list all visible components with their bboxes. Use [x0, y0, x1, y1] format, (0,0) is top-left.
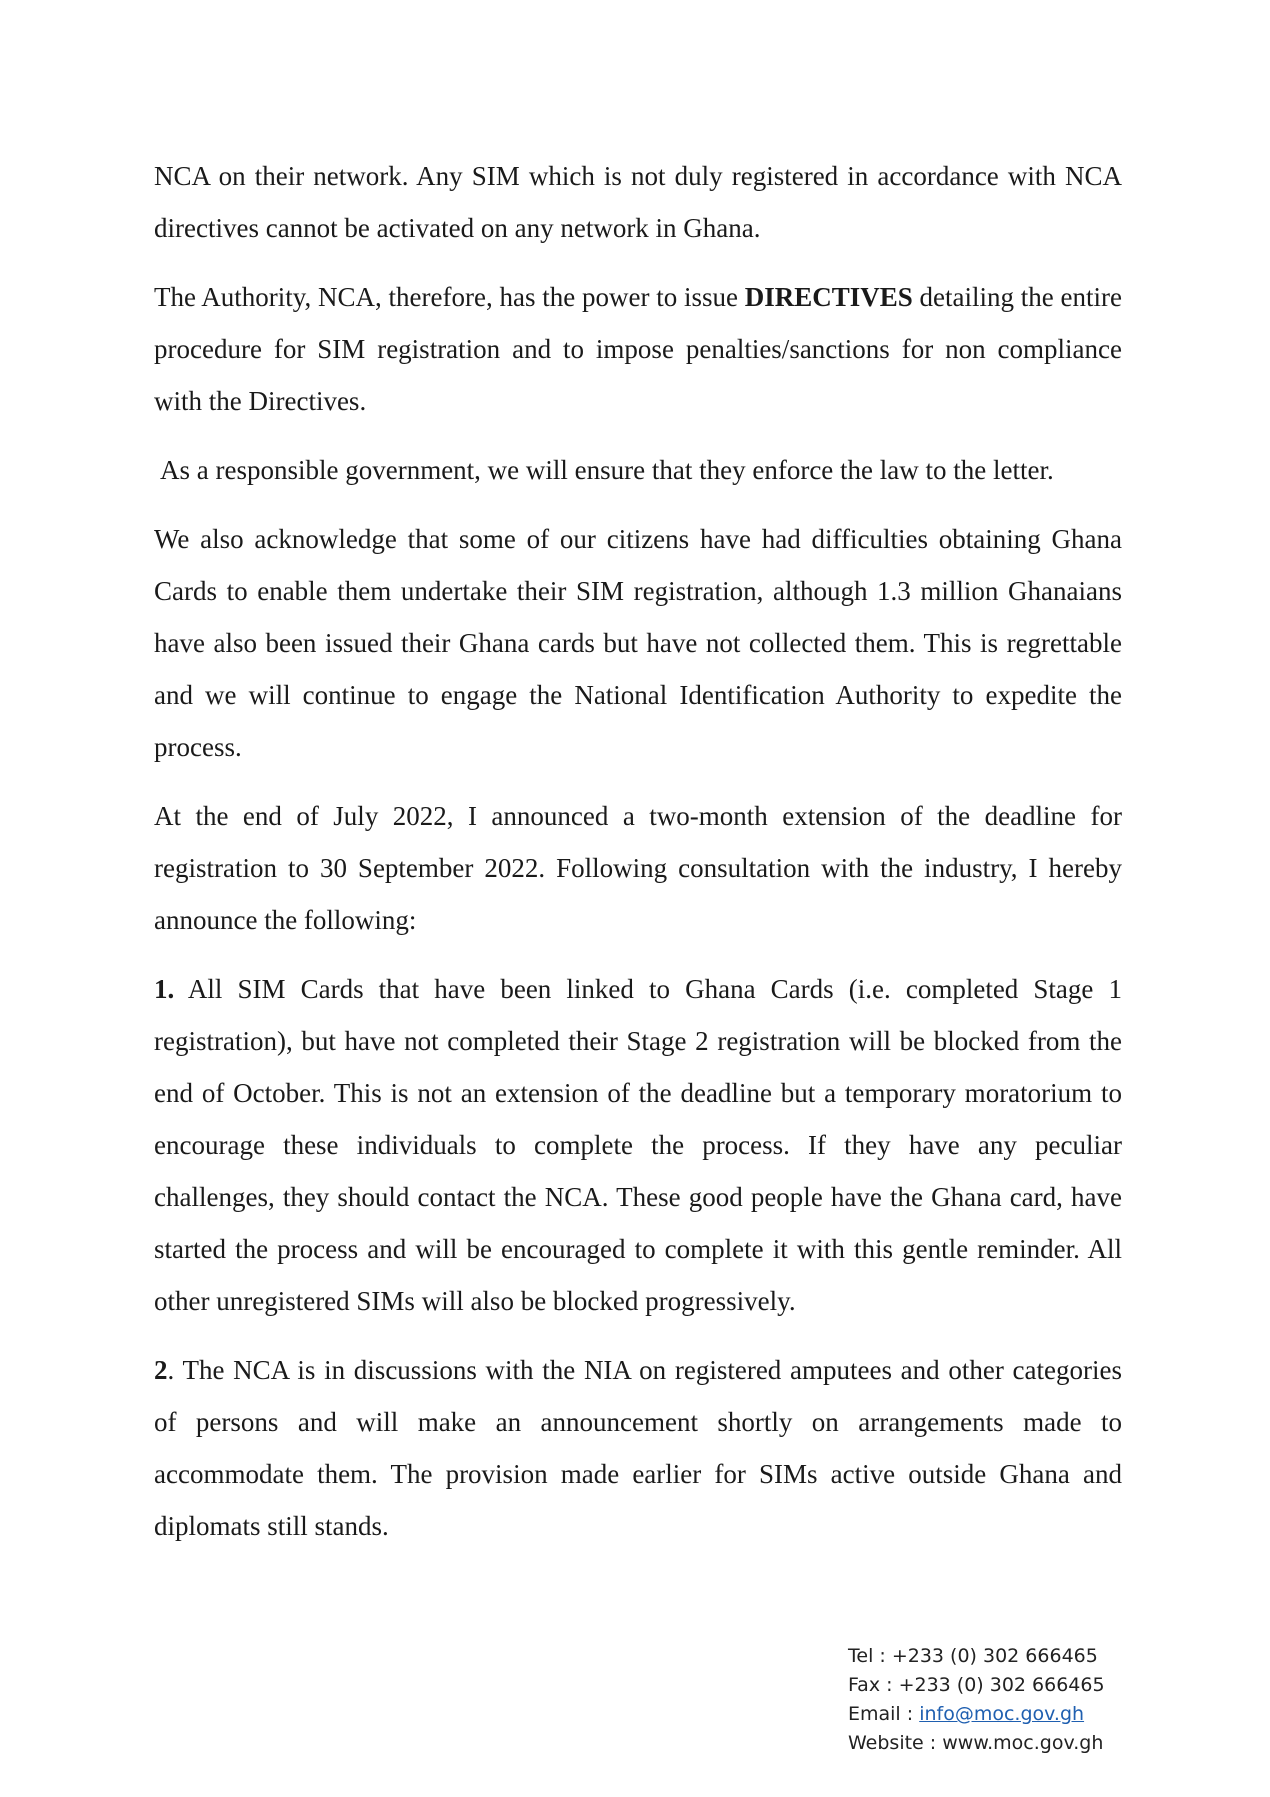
- website-label: Website :: [848, 1732, 943, 1754]
- numbered-item-1: [154, 963, 1122, 1327]
- paragraph-text: All SIM Cards that have been linked to Ghana Cards (i.e. completed Stage 1 registration), but have not completed their Stage 2 registration will be blocked from the end of October. This is not an extension of the deadline but a temporary moratorium to encourage these individuals to complete the process. If they have any peculiar challenges, they should contact the NCA. These good people have the Ghana card, have started the process and will be encouraged to complete it with this gentle reminder. All other unregistered SIMs will also be blocked progressively.: [154, 974, 1122, 1316]
- letter-body: [154, 150, 1122, 1569]
- paragraph-4: [154, 513, 1122, 773]
- paragraph-text: The Authority, NCA, therefore, has the power to issue: [154, 282, 745, 312]
- email-label: Email :: [848, 1703, 920, 1725]
- item-number: 1.: [154, 974, 175, 1004]
- paragraph-text: We also acknowledge that some of our citizens have had difficulties obtaining Ghana Cards to enable them undertake their SIM registration, although 1.3 million Ghanaians have also been issued their Ghana cards but have not collected them. This is regrettable and we will continue to engage the National Identification Authority to expedite the process.: [154, 524, 1122, 762]
- tel-value: +233 (0) 302 666465: [891, 1645, 1098, 1667]
- contact-tel: [848, 1642, 1105, 1671]
- paragraph-text: At the end of July 2022, I announced a two-month extension of the deadline for registration to 30 September 2022. Following consultation with the industry, I hereby announce the following:: [154, 801, 1122, 935]
- tel-label: Tel :: [848, 1645, 892, 1667]
- fax-label: Fax :: [848, 1674, 899, 1696]
- numbered-item-2: [154, 1344, 1122, 1552]
- website-value: www.moc.gov.gh: [942, 1732, 1104, 1754]
- email-link[interactable]: info@moc.gov.gh: [919, 1703, 1085, 1725]
- contact-email: [848, 1700, 1105, 1729]
- item-number: 2: [154, 1355, 168, 1385]
- paragraph-5: [154, 790, 1122, 946]
- directives-emphasis: DIRECTIVES: [744, 282, 913, 312]
- fax-value: +233 (0) 302 666465: [898, 1674, 1105, 1696]
- paragraph-text: . The NCA is in discussions with the NIA on registered amputees and other categories of persons and will make an announcement shortly on arrangements made to accommodate them. The provision made earlier for SIMs active outside Ghana and diplomats still stands.: [154, 1355, 1122, 1541]
- contact-fax: [848, 1671, 1105, 1700]
- paragraph-text: detailing the entire procedure for SIM registration and to impose penalties/sanctions for non compliance with the Directives.: [154, 282, 1122, 416]
- contact-website: [848, 1729, 1105, 1758]
- paragraph-text: NCA on their network. Any SIM which is not duly registered in accordance with NCA directives cannot be activated on any network in Ghana.: [154, 161, 1122, 243]
- paragraph-text: As a responsible government, we will ensure that they enforce the law to the letter.: [160, 455, 1054, 485]
- contact-block: [848, 1642, 1105, 1758]
- paragraph-3: [154, 444, 1122, 496]
- paragraph-1: [154, 150, 1122, 254]
- paragraph-2: [154, 271, 1122, 427]
